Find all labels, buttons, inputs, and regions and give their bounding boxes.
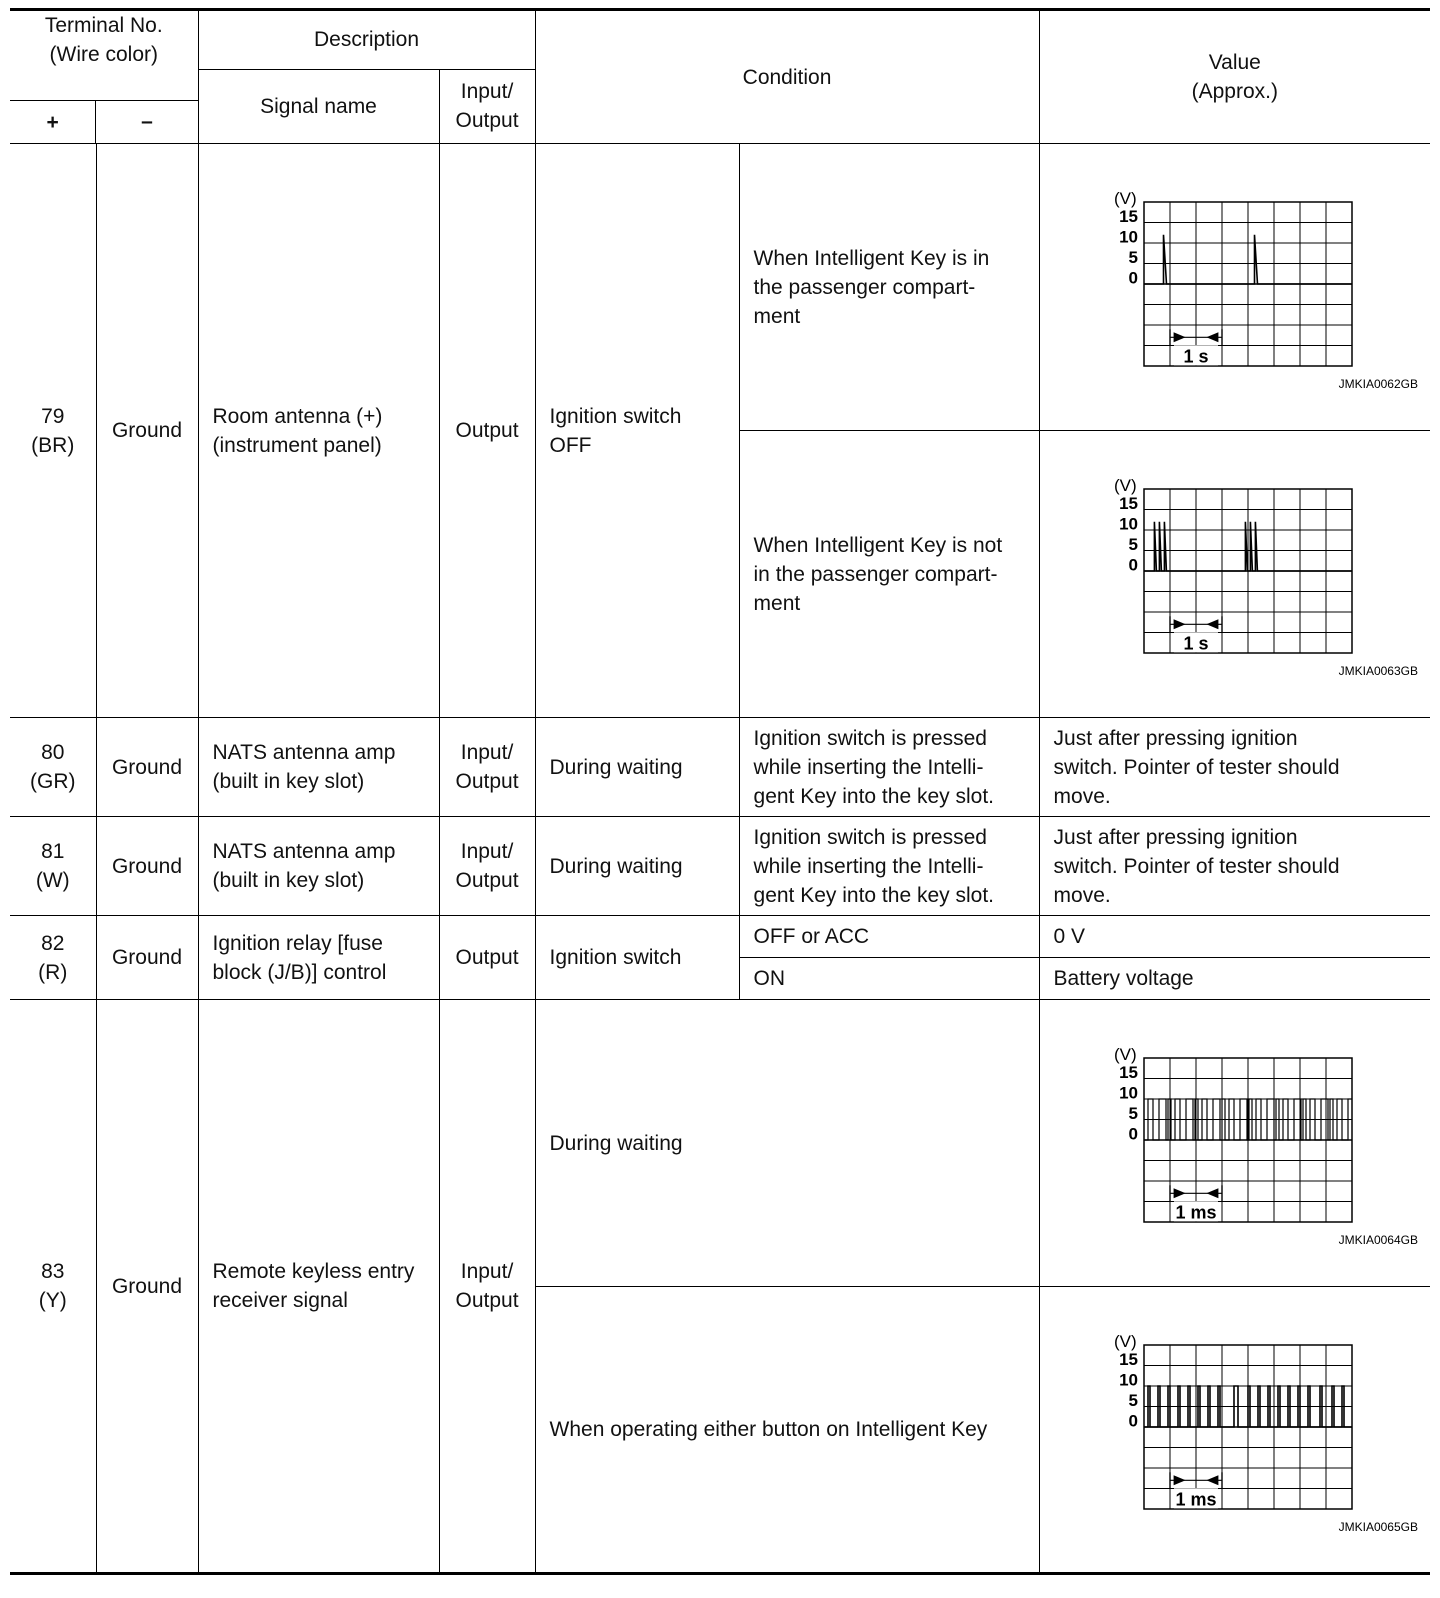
figure-code-label: JMKIA0064GB	[1338, 1233, 1419, 1247]
axis-unit-label: (V)	[1114, 1331, 1137, 1351]
io-cell: Output	[439, 916, 535, 1000]
terminal-subheader	[10, 69, 198, 144]
terminal-83	[10, 1000, 96, 1574]
io-cell: Input/ Output	[439, 1000, 535, 1574]
wire-color: (R)	[38, 960, 68, 984]
figure-code-label: JMKIA0062GB	[1338, 377, 1419, 391]
waveform-chart	[1102, 182, 1422, 392]
terminal-81	[10, 817, 96, 916]
value-label: Value	[1208, 51, 1261, 74]
state-cell: Ignition switch is pressed while inserting the Intelli- gent Key into the key slot.	[739, 718, 1039, 817]
time-scale-label: 1 ms	[1175, 1202, 1217, 1223]
signal-name-cell: Ignition relay [fuse block (J/B)] control	[198, 916, 439, 1000]
value-cell: Just after pressing ignition switch. Pointer of tester should move.	[1039, 718, 1430, 817]
io-cell: Input/ Output	[439, 718, 535, 817]
condition-cell: During waiting	[535, 1000, 1039, 1287]
signal-name-cell: Room antenna (+) (instrument panel)	[198, 144, 439, 718]
y-tick-label: 15	[1119, 1063, 1139, 1082]
signal-name-header: Signal name	[198, 69, 439, 144]
axis-unit-label: (V)	[1114, 189, 1137, 208]
y-tick-label: 0	[1128, 1124, 1139, 1144]
waveform-cell	[1039, 1000, 1430, 1287]
ground-cell: Ground	[96, 817, 198, 916]
minus-terminal-label: –	[95, 101, 197, 143]
time-marker-arrow	[1174, 332, 1186, 342]
signal-name-cell: NATS antenna amp (built in key slot)	[198, 817, 439, 916]
figure-code-label: JMKIA0065GB	[1338, 1519, 1419, 1534]
time-scale-label: 1 s	[1183, 346, 1209, 367]
axis-unit-label: (V)	[1114, 476, 1137, 495]
y-tick-label: 5	[1128, 1390, 1139, 1410]
state-cell: Ignition switch is pressed while inserting the Intelli- gent Key into the key slot.	[739, 817, 1039, 916]
terminal-79	[10, 144, 96, 718]
state-cell: OFF or ACC	[739, 916, 1039, 958]
wire-color: (W)	[35, 869, 70, 892]
y-tick-label: 5	[1128, 248, 1139, 267]
state-cell: When Intelligent Key is in the passenger compart- ment	[739, 144, 1039, 431]
time-marker-arrow	[1206, 332, 1218, 342]
time-marker-arrow	[1206, 619, 1218, 629]
value-cell: Just after pressing ignition switch. Pointer of tester should move.	[1039, 817, 1430, 916]
y-tick-label: 10	[1119, 514, 1139, 534]
state-cell: When Intelligent Key is not in the passenger compart- ment	[739, 431, 1039, 718]
time-marker-arrow	[1206, 1475, 1218, 1485]
time-scale-label: 1 s	[1183, 633, 1209, 654]
waveform-cell	[1039, 144, 1430, 431]
ground-cell: Ground	[96, 718, 198, 817]
time-marker-arrow	[1174, 1188, 1186, 1198]
condition-cell: Ignition switch OFF	[535, 144, 739, 718]
signal-name-cell: NATS antenna amp (built in key slot)	[198, 718, 439, 817]
figure-code-label: JMKIA0063GB	[1338, 664, 1419, 678]
terminal-number: 80	[41, 741, 65, 764]
terminal-80	[10, 718, 96, 817]
y-tick-label: 15	[1119, 1349, 1139, 1369]
terminal-no-header	[10, 10, 198, 70]
terminal-number: 81	[41, 840, 65, 863]
description-header: Description	[198, 10, 535, 70]
waveform-chart	[1102, 1325, 1422, 1535]
y-tick-label: 10	[1119, 227, 1139, 247]
condition-cell: When operating either button on Intelligent Key	[535, 1287, 1039, 1574]
y-tick-label: 0	[1128, 1411, 1139, 1430]
y-tick-label: 15	[1119, 207, 1139, 226]
condition-cell: Ignition switch	[535, 916, 739, 1000]
ground-cell: Ground	[96, 916, 198, 1000]
terminal-number: 82	[41, 931, 65, 955]
y-tick-label: 0	[1128, 268, 1139, 288]
time-marker-arrow	[1174, 1475, 1186, 1485]
io-cell: Input/ Output	[439, 817, 535, 916]
condition-cell: During waiting	[535, 718, 739, 817]
condition-cell: During waiting	[535, 817, 739, 916]
terminal-spec-table	[10, 8, 1430, 1575]
wire-color: (BR)	[31, 433, 75, 457]
ground-cell: Ground	[96, 1000, 198, 1574]
value-cell: Battery voltage	[1039, 958, 1430, 1000]
value-header	[1039, 10, 1430, 144]
value-cell: 0 V	[1039, 916, 1430, 958]
time-marker-arrow	[1174, 619, 1186, 629]
y-tick-label: 5	[1128, 535, 1139, 554]
input-output-header: Input/ Output	[439, 69, 535, 144]
time-marker-arrow	[1206, 1188, 1218, 1198]
y-tick-label: 10	[1119, 1370, 1139, 1389]
wire-color-label: (Wire color)	[49, 43, 158, 66]
y-tick-label: 15	[1119, 494, 1139, 513]
plus-terminal-label: +	[46, 110, 59, 134]
axis-unit-label: (V)	[1114, 1045, 1137, 1064]
signal-name-cell: Remote keyless entry receiver signal	[198, 1000, 439, 1574]
terminal-no-label: Terminal No.	[44, 14, 163, 37]
y-tick-label: 0	[1128, 555, 1139, 575]
ground-cell: Ground	[96, 144, 198, 718]
waveform-chart	[1102, 1038, 1422, 1248]
y-tick-label: 5	[1128, 1104, 1139, 1123]
wire-color: (GR)	[30, 770, 76, 793]
waveform-cell	[1039, 1287, 1430, 1574]
value-approx-label: (Approx.)	[1191, 80, 1278, 103]
time-scale-label: 1 ms	[1175, 1488, 1217, 1509]
waveform-cell	[1039, 431, 1430, 718]
terminal-82	[10, 916, 96, 1000]
y-tick-label: 10	[1119, 1083, 1139, 1103]
state-cell: ON	[739, 958, 1039, 1000]
terminal-number: 79	[41, 404, 65, 428]
io-cell: Output	[439, 144, 535, 718]
waveform-chart	[1102, 469, 1422, 679]
terminal-number: 83	[41, 1260, 65, 1283]
wire-color: (Y)	[38, 1289, 67, 1312]
condition-header: Condition	[535, 10, 1039, 144]
